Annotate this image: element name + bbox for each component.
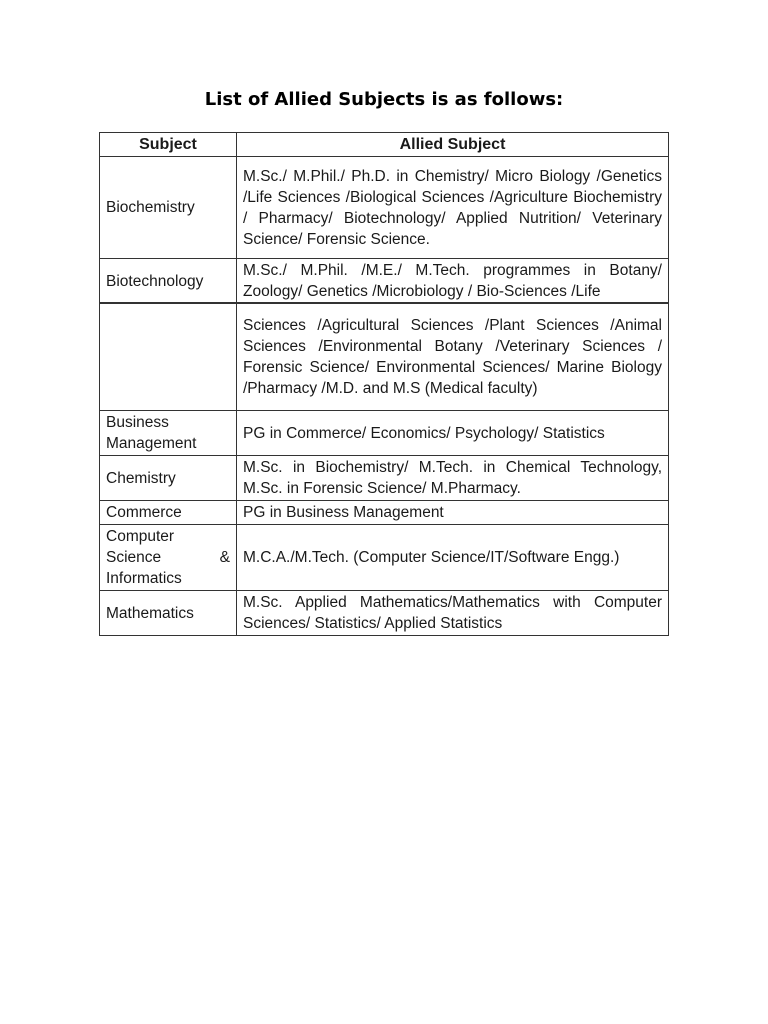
header-allied-subject: Allied Subject [237, 133, 669, 157]
table-row [100, 303, 669, 411]
subject-cell: Biotechnology [100, 259, 237, 304]
allied-cell: M.Sc. Applied Mathematics/Mathematics with Computer Sciences/ Statistics/ Applied Statistics [237, 591, 669, 636]
allied-subjects-table-continued [99, 302, 669, 636]
subject-cell [100, 303, 237, 411]
subject-cell: Commerce [100, 501, 237, 525]
table-row [100, 501, 669, 525]
allied-cell: M.Sc./ M.Phil. /M.E./ M.Tech. programmes in Botany/ Zoology/ Genetics /Microbiology / Bio-Sciences /Life [237, 259, 669, 304]
table-row [100, 525, 669, 591]
allied-cell: M.Sc./ M.Phil./ Ph.D. in Chemistry/ Micro Biology /Genetics /Life Sciences /Biological Sciences /Agriculture Biochemistry / Pharmacy/ Biotechnology/ Applied Nutrition/ Veterinary Science/ Forensic Science. [237, 157, 669, 259]
table-row [100, 591, 669, 636]
allied-cell: PG in Business Management [237, 501, 669, 525]
table-row [100, 411, 669, 456]
subject-cell: Business Management [100, 411, 237, 456]
subject-cell: Mathematics [100, 591, 237, 636]
table-header-row [100, 133, 669, 157]
table-row [100, 259, 669, 304]
allied-subjects-table [99, 132, 669, 304]
allied-cell: M.C.A./M.Tech. (Computer Science/IT/Software Engg.) [237, 525, 669, 591]
page-title: List of Allied Subjects is as follows: [204, 89, 564, 110]
subject-cell: Biochemistry [100, 157, 237, 259]
allied-cell: Sciences /Agricultural Sciences /Plant Sciences /Animal Sciences /Environmental Botany /Veterinary Sciences / Forensic Science/ Environmental Sciences/ Marine Biology /Pharmacy /M.D. and M.S (Medical faculty) [237, 303, 669, 411]
header-subject: Subject [100, 133, 237, 157]
table-row [100, 157, 669, 259]
allied-cell: M.Sc. in Biochemistry/ M.Tech. in Chemical Technology, M.Sc. in Forensic Science/ M.Pharmacy. [237, 456, 669, 501]
table-row [100, 456, 669, 501]
subject-cell: Computer Science & Informatics [100, 525, 237, 591]
allied-cell: PG in Commerce/ Economics/ Psychology/ Statistics [237, 411, 669, 456]
subject-cell: Chemistry [100, 456, 237, 501]
